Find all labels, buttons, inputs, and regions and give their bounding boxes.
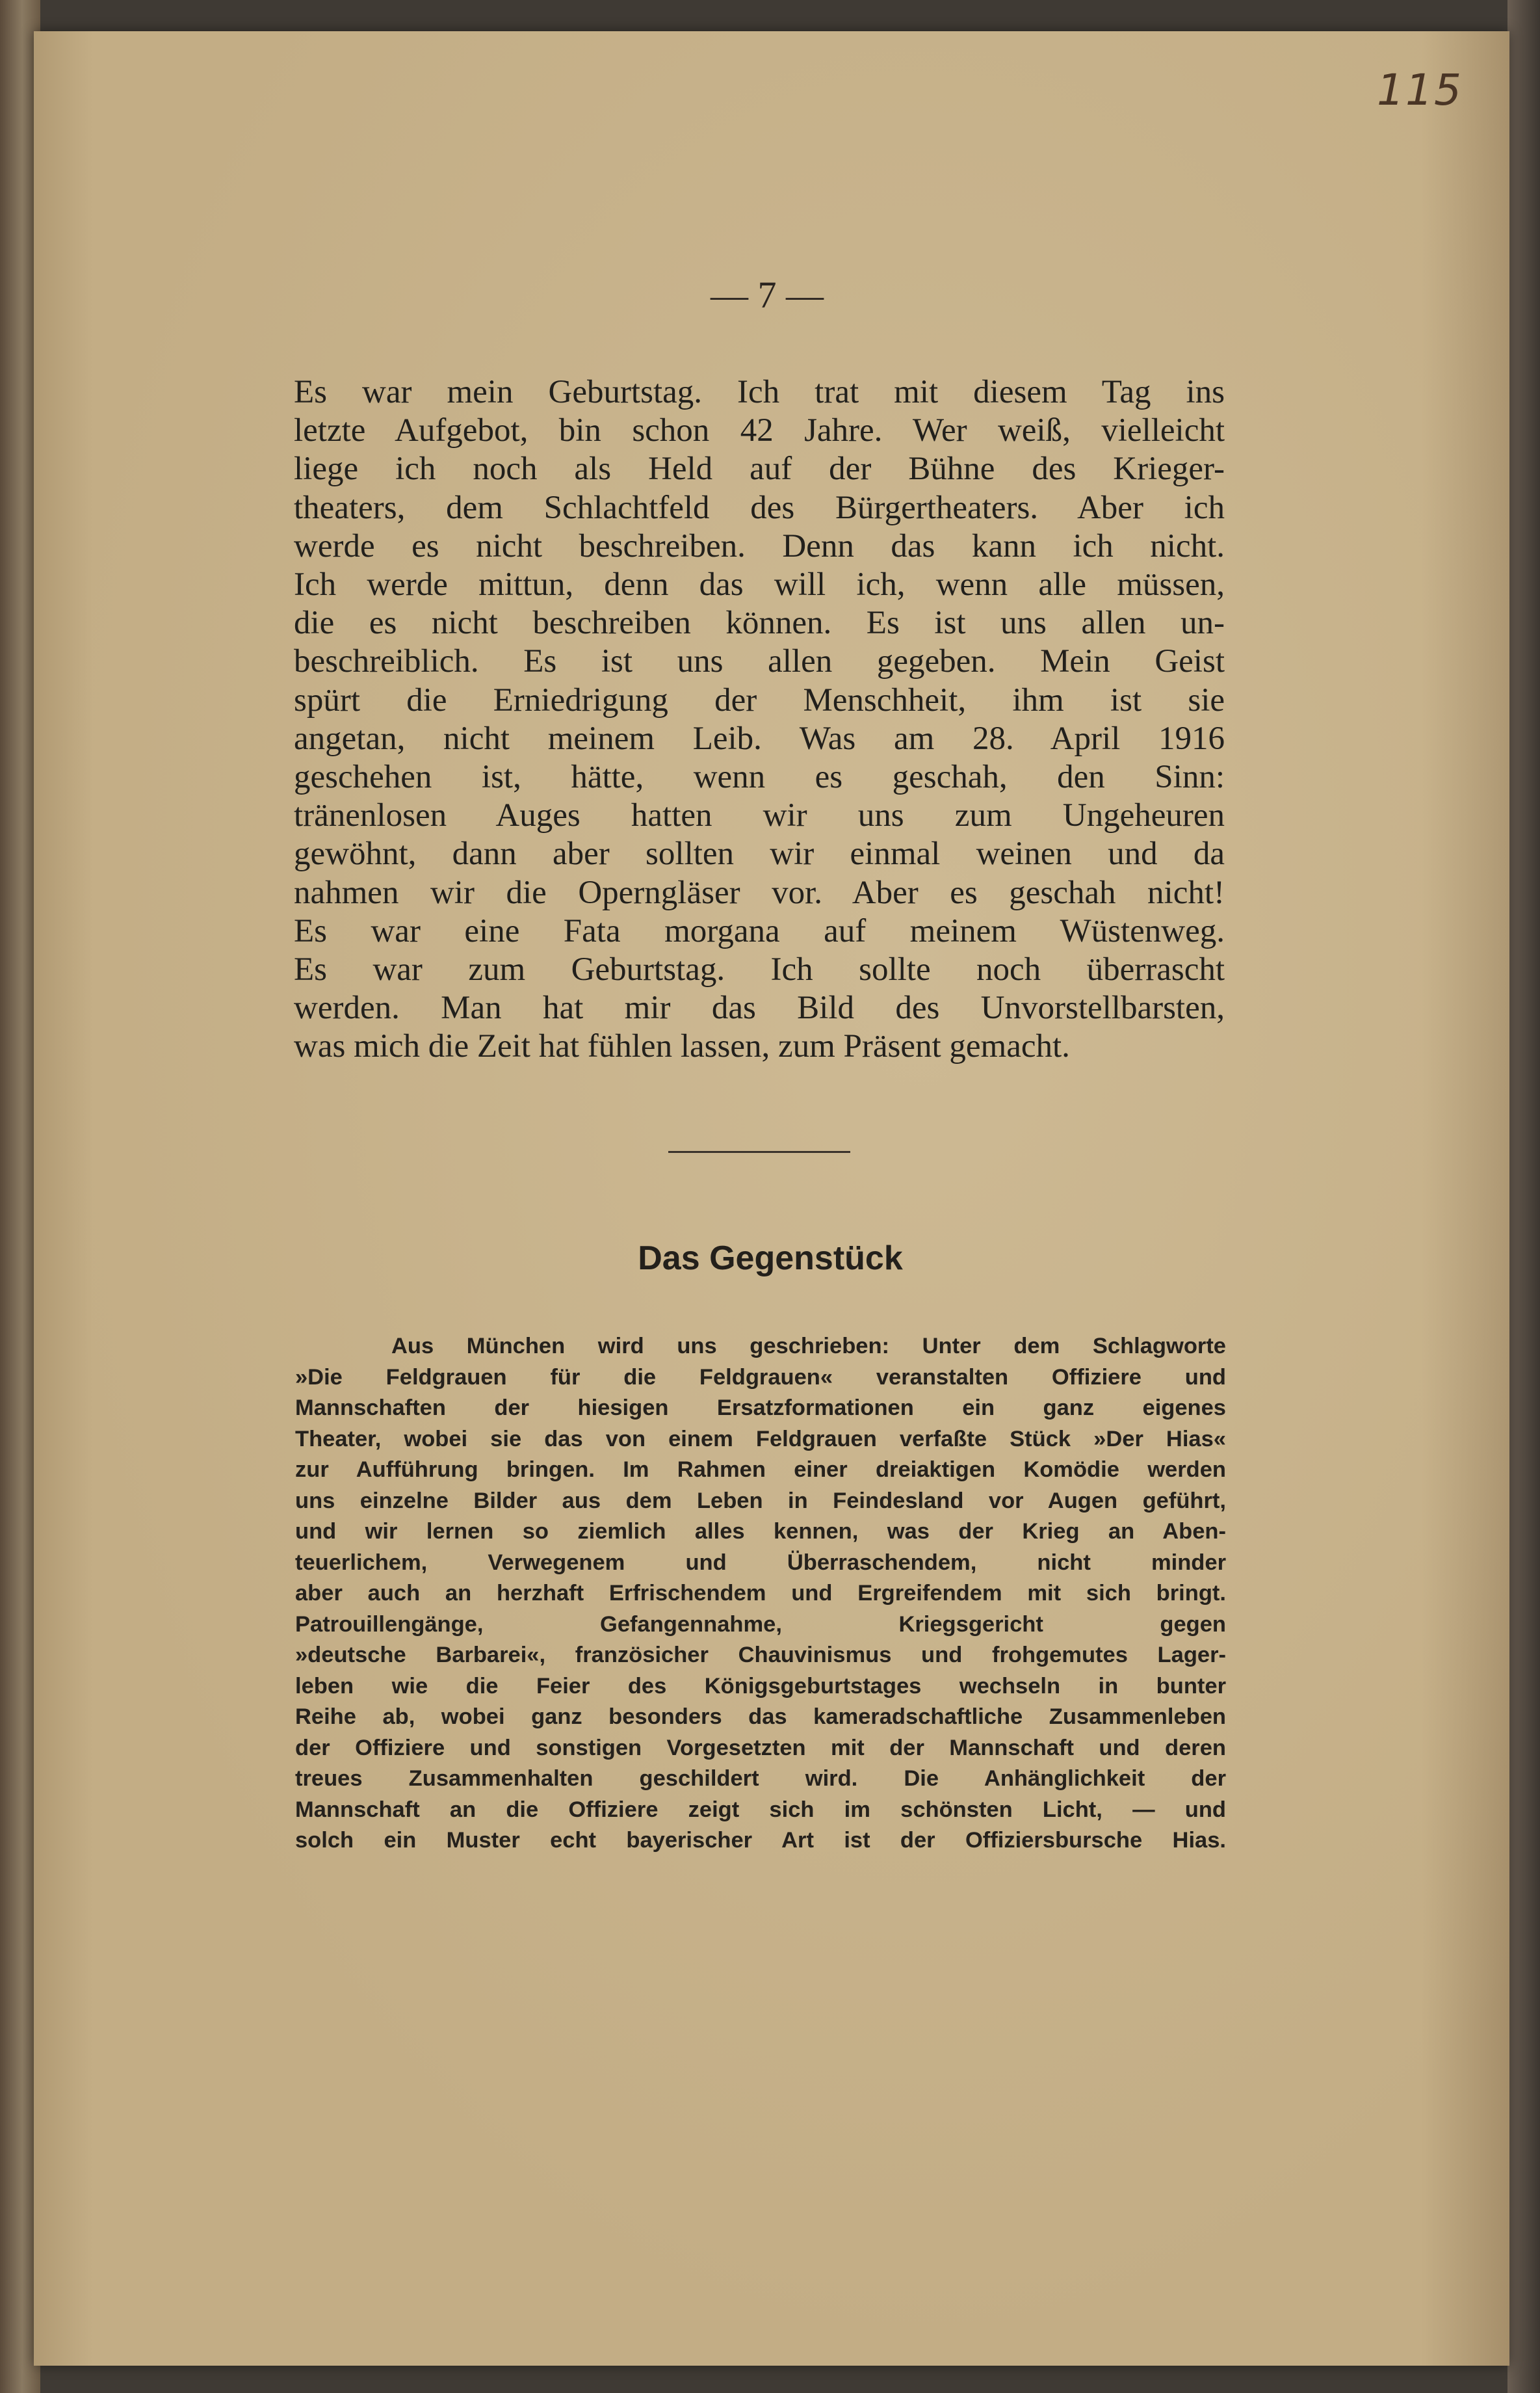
excerpt-line: teuerlichem, Verwegenem und Überraschendem, nicht minder — [295, 1550, 1226, 1575]
text-line: spürt die Erniedrigung der Menschheit, ihm ist sie — [294, 681, 1225, 719]
excerpt-text-block — [295, 1331, 1226, 1857]
text-line: Es war eine Fata morgana auf meinem Wüstenweg. — [294, 912, 1225, 949]
text-line: werden. Man hat mir das Bild des Unvorstellbarsten, — [294, 990, 1225, 1027]
excerpt-line: leben wie die Feier des Königsgeburtstages wechseln in bunter — [295, 1673, 1226, 1699]
folio-number: 115 — [1377, 65, 1463, 115]
text-line: Es war mein Geburtstag. Ich trat mit diesem Tag ins — [294, 374, 1225, 410]
text-line: die es nicht beschreiben können. Es ist uns allen un- — [294, 605, 1225, 642]
text-line: tränenlosen Auges hatten wir uns zum Ungeheuren — [294, 797, 1225, 834]
excerpt-line: uns einzelne Bilder aus dem Leben in Feindesland vor Augen geführt, — [295, 1488, 1226, 1513]
excerpt-line: aber auch an herzhaft Erfrischendem und Ergreifendem mit sich bringt. — [295, 1581, 1226, 1606]
text-line: theaters, dem Schlachtfeld des Bürgertheaters. Aber ich — [294, 489, 1225, 526]
page-number: — 7 — — [711, 274, 824, 316]
text-line: was mich die Zeit hat fühlen lassen, zum Präsent gemacht. — [294, 1028, 1070, 1065]
page-edge — [1507, 0, 1540, 2393]
excerpt-line: Mannschaft an die Offiziere zeigt sich im schönsten Licht, — und — [295, 1797, 1226, 1822]
text-line: beschreiblich. Es ist uns allen gegeben. Mein Geist — [294, 643, 1225, 680]
text-line: werde es nicht beschreiben. Denn das kann ich nicht. — [294, 527, 1225, 564]
excerpt-line: treues Zusammenhalten geschildert wird. Die Anhänglichkeit der — [295, 1766, 1226, 1791]
excerpt-line: und wir lernen so ziemlich alles kennen, was der Krieg an Aben- — [295, 1519, 1226, 1544]
text-line: nahmen wir die Operngläser vor. Aber es geschah nicht! — [294, 874, 1225, 911]
excerpt-line: Aus München wird uns geschrieben: Unter dem Schlagworte — [391, 1334, 1226, 1358]
excerpt-line: Theater, wobei sie das von einem Feldgrauen verfaßte Stück »Der Hias« — [295, 1426, 1226, 1451]
section-divider — [668, 1151, 850, 1153]
excerpt-line: »deutsche Barbarei«, französicher Chauvinismus und frohgemutes Lager- — [295, 1643, 1226, 1667]
excerpt-line: zur Aufführung bringen. Im Rahmen einer dreiaktigen Komödie werden — [295, 1457, 1226, 1482]
excerpt-line: solch ein Muster echt bayerischer Art ist der Offiziersbursche Hias. — [295, 1828, 1226, 1853]
excerpt-line: Reihe ab, wobei ganz besonders das kameradschaftliche Zusammenleben — [295, 1704, 1226, 1729]
text-line: angetan, nicht meinem Leib. Was am 28. April 1916 — [294, 720, 1225, 757]
text-line: letzte Aufgebot, bin schon 42 Jahre. Wer weiß, vielleicht — [294, 412, 1225, 449]
main-text-block — [294, 373, 1225, 1066]
text-line: liege ich noch als Held auf der Bühne des Krieger- — [294, 451, 1225, 488]
excerpt-line: Patrouillengänge, Gefangennahme, Kriegsgericht gegen — [295, 1611, 1226, 1637]
excerpt-line: »Die Feldgrauen für die Feldgrauen« veranstalten Offiziere und — [295, 1364, 1226, 1390]
text-line: Es war zum Geburtstag. Ich sollte noch überrascht — [294, 951, 1225, 988]
text-line: gewöhnt, dann aber sollten wir einmal weinen und da — [294, 836, 1225, 873]
text-line: geschehen ist, hätte, wenn es geschah, den Sinn: — [294, 759, 1225, 796]
excerpt-line: Mannschaften der hiesigen Ersatzformationen ein ganz eigenes — [295, 1395, 1226, 1420]
excerpt-line: der Offiziere und sonstigen Vorgesetzten mit der Mannschaft und deren — [295, 1735, 1226, 1760]
text-line: Ich werde mittun, denn das will ich, wenn alle müssen, — [294, 566, 1225, 603]
section-heading: Das Gegenstück — [638, 1239, 903, 1277]
